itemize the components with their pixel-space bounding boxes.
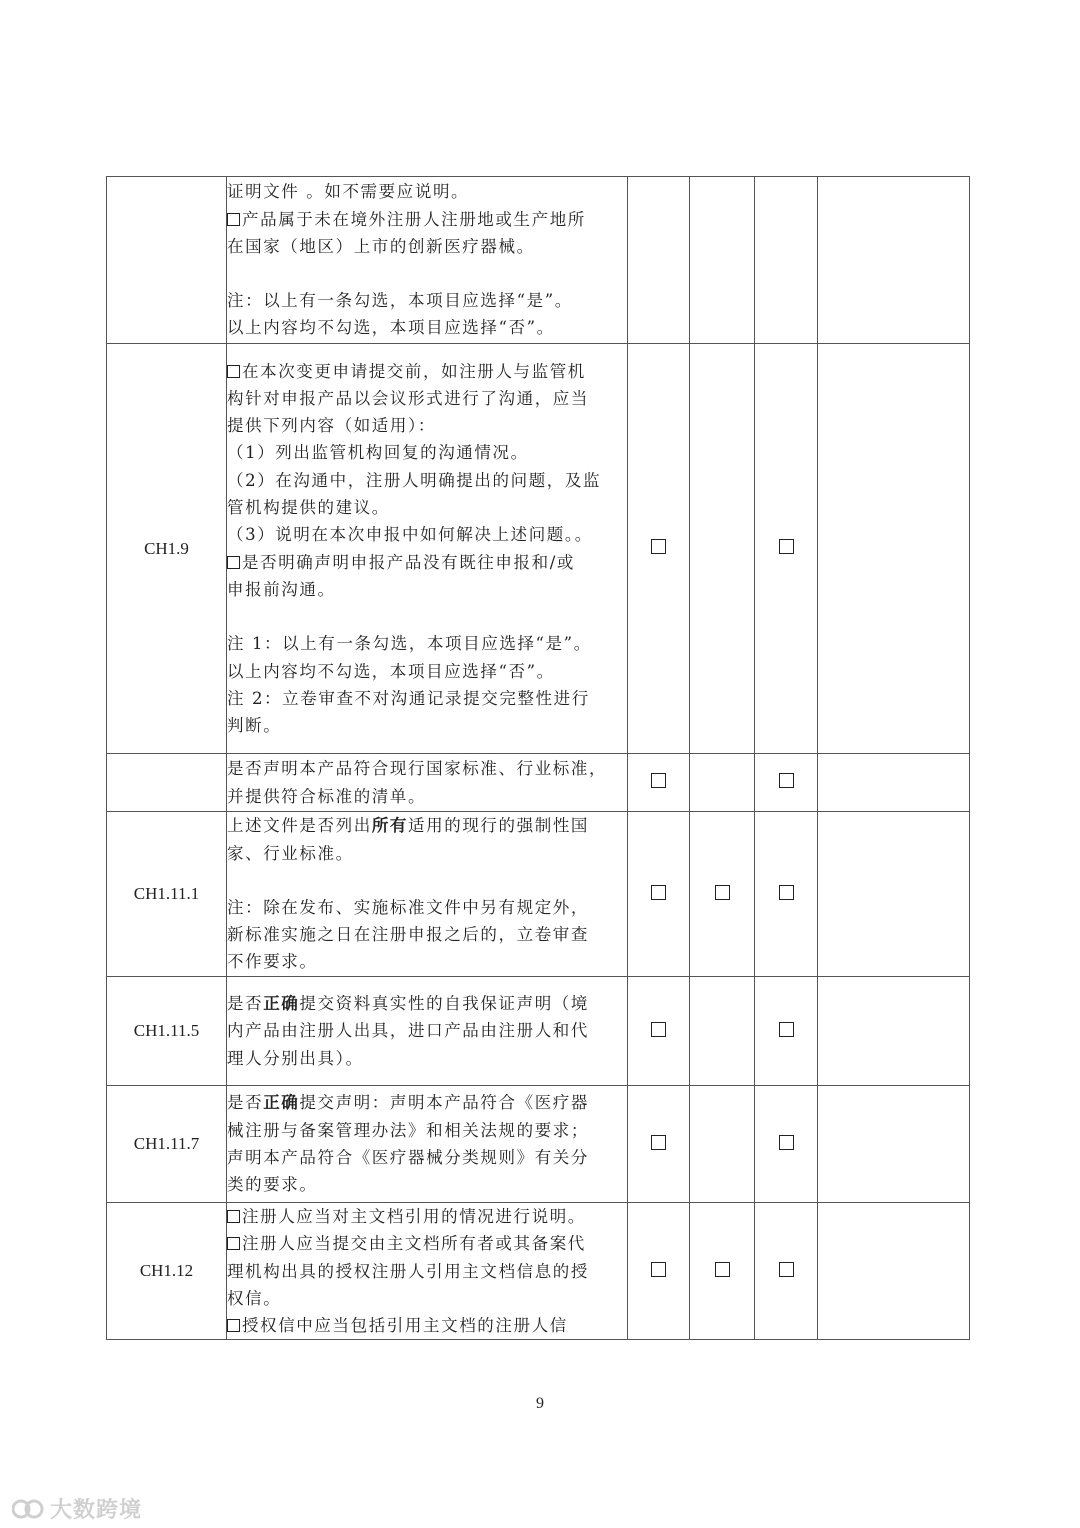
line-text: 新标准实施之日在注册申报之后的，立卷审查 (227, 925, 589, 945)
item-id: CH1.11.1 (133, 884, 200, 903)
check-cell-yes (628, 1203, 690, 1340)
table-row (107, 977, 970, 1086)
line-text: 提交声明：声明本产品符合《医疗器 (299, 1093, 590, 1113)
description-line (227, 658, 627, 685)
check-cell-no (690, 977, 755, 1086)
description-line (227, 494, 627, 521)
check-cell-no (690, 812, 755, 977)
line-text: 是否 (227, 994, 264, 1014)
checkbox-yes[interactable] (651, 1022, 666, 1037)
line-text: 声明本产品符合《医疗器械分类规则》有关分 (227, 1148, 589, 1167)
blank-line (227, 867, 627, 894)
check-cell-no (690, 1086, 755, 1203)
line-text: 在本次变更申请提交前，如注册人与监管机 (242, 361, 586, 381)
description-line (227, 1312, 627, 1339)
line-text: 提交资料真实性的自我保证声明（境 (299, 994, 590, 1014)
description-line (227, 712, 627, 739)
remarks-cell (818, 754, 970, 812)
description-line (227, 467, 627, 494)
checkbox-icon[interactable] (227, 556, 240, 569)
line-text: 注 2：立卷审查不对沟通记录提交完整性进行 (227, 688, 590, 708)
check-cell-yes (628, 977, 690, 1086)
line-text: 以上内容均不勾选，本项目应选择“否”。 (227, 661, 555, 681)
description-line (227, 685, 627, 712)
description-line (227, 1203, 627, 1230)
description-line (227, 439, 627, 466)
line-text: 注册人应当提交由主文档所有者或其备案代 (242, 1234, 586, 1254)
checkbox-icon[interactable] (227, 365, 240, 378)
line-text: 适用的现行的强制性国 (408, 816, 590, 836)
description-cell (227, 177, 628, 344)
line-text: 注册人应当对主文档引用的情况进行说明。 (242, 1207, 586, 1226)
description-line (227, 1285, 627, 1312)
checkbox-icon[interactable] (227, 1210, 240, 1223)
item-id-cell (107, 754, 227, 812)
check-cell-yes (628, 812, 690, 977)
item-id-cell (107, 812, 227, 977)
checkbox-no[interactable] (715, 885, 730, 900)
checkbox-icon[interactable] (227, 1319, 240, 1332)
description-cell (227, 977, 628, 1086)
description-line (227, 783, 627, 810)
description-line (227, 812, 627, 839)
checkbox-na[interactable] (779, 1262, 794, 1277)
description-line (227, 990, 627, 1017)
description-line (227, 576, 627, 603)
emphasis-text: 所有 (371, 816, 409, 836)
item-id-cell (107, 1203, 227, 1340)
description-line (227, 521, 627, 548)
check-cell-na (755, 344, 818, 754)
description-line (227, 549, 627, 576)
checkbox-na[interactable] (779, 773, 794, 788)
line-text: 械注册与备案管理办法》和相关法规的要求； (227, 1120, 589, 1140)
line-text: 家、行业标准。 (227, 843, 354, 863)
remarks-cell (818, 812, 970, 977)
description-line (227, 1230, 627, 1257)
check-cell-na (755, 754, 818, 812)
check-cell-no (690, 754, 755, 812)
item-id-cell (107, 1086, 227, 1203)
line-text: 以上内容均不勾选，本项目应选择“否”。 (227, 318, 555, 338)
page-number: 9 (536, 1395, 544, 1412)
description-line (227, 412, 627, 439)
remarks-cell (818, 977, 970, 1086)
description-line (227, 948, 627, 975)
line-text: 是否 (227, 1093, 264, 1113)
check-cell-yes (628, 1086, 690, 1203)
item-id-cell (107, 344, 227, 754)
item-id: CH1.11.7 (133, 1134, 200, 1153)
checkbox-na[interactable] (779, 1022, 794, 1037)
description-line (227, 233, 627, 260)
watermark (12, 1493, 142, 1524)
checkbox-yes[interactable] (651, 539, 666, 554)
description-line (227, 1171, 627, 1198)
line-text: 不作要求。 (227, 952, 318, 972)
description-line (227, 1017, 627, 1044)
checkbox-icon[interactable] (227, 1237, 240, 1250)
description-cell (227, 1086, 628, 1203)
checkbox-yes[interactable] (651, 885, 666, 900)
check-cell-no (690, 177, 755, 344)
description-line (227, 206, 627, 233)
line-text: 产品属于未在境外注册人注册地或生产地所 (242, 209, 586, 229)
description-line (227, 358, 627, 385)
description-cell (227, 344, 628, 754)
line-text: 在国家（地区）上市的创新医疗器械。 (227, 236, 535, 256)
description-line (227, 178, 627, 205)
description-line (227, 630, 627, 657)
table-row (107, 1203, 970, 1340)
description-line (227, 314, 627, 341)
description-line (227, 755, 627, 782)
line-text: 权信。 (227, 1288, 282, 1308)
line-text: 证明文件 。如不需要应说明。 (227, 182, 470, 202)
line-text: 构针对申报产品以会议形式进行了沟通，应当 (227, 388, 589, 408)
description-line (227, 287, 627, 314)
description-line (227, 921, 627, 948)
remarks-cell (818, 1203, 970, 1340)
check-cell-na (755, 1086, 818, 1203)
line-text: 授权信中应当包括引用主文档的注册人信 (242, 1316, 568, 1336)
line-text: 注：除在发布、实施标准文件中另有规定外， (227, 897, 589, 917)
line-text: （1）列出监管机构回复的沟通情况。 (227, 443, 529, 463)
description-line (227, 1258, 627, 1285)
line-text: （2）在沟通中，注册人明确提出的问题，及监 (227, 470, 602, 490)
line-text: 注：以上有一条勾选，本项目应选择“是”。 (227, 291, 573, 311)
line-text: 申报前沟通。 (227, 579, 336, 599)
checkbox-no[interactable] (715, 1262, 730, 1277)
description-line (227, 385, 627, 412)
line-text: 管机构提供的建议。 (227, 498, 390, 518)
emphasis-text: 正确 (263, 994, 300, 1014)
description-cell (227, 812, 628, 977)
description-line (227, 1045, 627, 1072)
check-cell-na (755, 1203, 818, 1340)
table-row (107, 177, 970, 344)
line-text: 类的要求。 (227, 1175, 318, 1195)
remarks-cell (818, 177, 970, 344)
line-text: 并提供符合标准的清单。 (227, 786, 427, 806)
description-cell (227, 754, 628, 812)
checkbox-na[interactable] (779, 885, 794, 900)
checkbox-yes[interactable] (651, 773, 666, 788)
check-cell-yes (628, 177, 690, 344)
description-cell (227, 1203, 628, 1340)
check-cell-yes (628, 344, 690, 754)
line-text: 理人分别出具）。 (227, 1048, 364, 1068)
watermark-logo-icon (12, 1498, 44, 1520)
check-cell-na (755, 812, 818, 977)
description-line (227, 1144, 627, 1171)
check-cell-no (690, 1203, 755, 1340)
blank-line (227, 603, 627, 630)
emphasis-text: 正确 (263, 1093, 300, 1113)
checklist-table (106, 176, 970, 1340)
check-cell-yes (628, 754, 690, 812)
line-text: 是否声明本产品符合现行国家标准、行业标准， (227, 759, 608, 779)
description-line (227, 1089, 627, 1116)
description-line (227, 1117, 627, 1144)
item-id: CH1.9 (144, 538, 189, 558)
description-line (227, 894, 627, 921)
checkbox-yes[interactable] (651, 1262, 666, 1277)
item-id: CH1.11.5 (133, 1021, 200, 1040)
checkbox-icon[interactable] (227, 213, 240, 226)
item-id-cell (107, 177, 227, 344)
checkbox-na[interactable] (779, 1135, 794, 1150)
line-text: 内产品由注册人出具，进口产品由注册人和代 (227, 1021, 589, 1041)
check-cell-na (755, 177, 818, 344)
table-row (107, 344, 970, 754)
line-text: 注 1：以上有一条勾选，本项目应选择“是”。 (227, 634, 592, 654)
line-text: （3）说明在本次申报中如何解决上述问题。。 (227, 525, 593, 545)
remarks-cell (818, 1086, 970, 1203)
item-id-cell (107, 977, 227, 1086)
blank-line (227, 260, 627, 287)
checkbox-yes[interactable] (651, 1135, 666, 1150)
line-text: 上述文件是否列出 (227, 816, 372, 836)
line-text: 判断。 (227, 716, 282, 736)
line-text: 理机构出具的授权注册人引用主文档信息的授 (227, 1261, 589, 1281)
check-cell-no (690, 344, 755, 754)
line-text: 是否明确声明申报产品没有既往申报和/或 (242, 552, 575, 572)
table-row (107, 754, 970, 812)
checkbox-na[interactable] (779, 539, 794, 554)
remarks-cell (818, 344, 970, 754)
line-text: 提供下列内容（如适用）： (227, 416, 436, 436)
table-row (107, 1086, 970, 1203)
item-id: CH1.12 (139, 1261, 194, 1281)
check-cell-na (755, 977, 818, 1086)
description-line (227, 840, 627, 867)
watermark-text: 大数跨境 (50, 1498, 143, 1523)
table-row (107, 812, 970, 977)
